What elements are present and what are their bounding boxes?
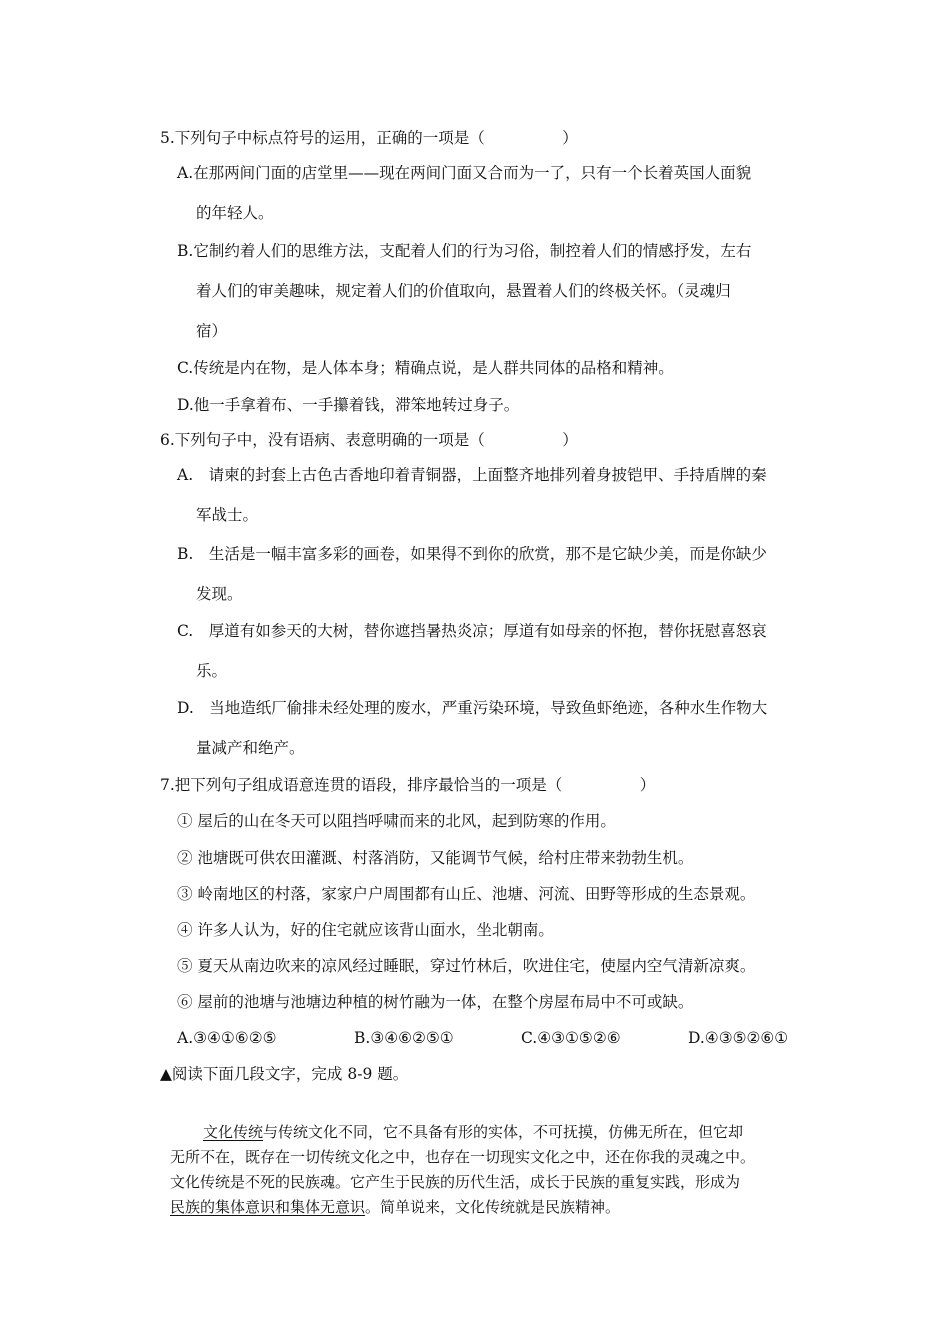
reading-paragraph-line2: 无所不在，既存在一切传统文化之中，也存在一切现实文化之中，还在你我的灵魂之中。 <box>170 1148 756 1166</box>
reading-instruction: ▲阅读下面几段文字，完成 8-9 题。 <box>160 1065 409 1083</box>
reading-paragraph-line3: 文化传统是不死的民族魂。它产生于民族的历代生活，成长于民族的重复实践，形成为 <box>170 1173 741 1191</box>
question-5-option-d: D.他一手拿着布、一手攥着钱，滞笨地转过身子。 <box>177 396 520 414</box>
underlined-term-culture-tradition: 文化传统 <box>203 1123 264 1141</box>
question-5-option-a-line2: 的年轻人。 <box>196 204 274 222</box>
question-5-option-b-line3: 宿） <box>196 322 228 340</box>
question-7-sentence-4: ④ 许多人认为，好的住宅就应该背山面水，坐北朝南。 <box>177 921 554 939</box>
reading-paragraph-line1-rest: 与传统文化不同，它不具备有形的实体，不可抚摸，仿佛无所在，但它却 <box>263 1123 744 1141</box>
question-5-option-b-line2: 着人们的审美趣味，规定着人们的价值取向，悬置着人们的终极关怀。（灵魂归 <box>196 282 731 300</box>
question-7-sentence-3: ③ 岭南地区的村落，家家户户周围都有山丘、池塘、河流、田野等形成的生态景观。 <box>177 885 756 903</box>
question-6-option-a-line2: 军战士。 <box>196 506 259 524</box>
question-6-option-d-line1: D. 当地造纸厂偷排未经处理的废水，严重污染环境，导致鱼虾绝迹，各种水生作物大 <box>177 699 768 717</box>
question-5-stem: 5.下列句子中标点符号的运用，正确的一项是（ ） <box>160 129 578 147</box>
question-6-option-c-line2: 乐。 <box>196 662 228 680</box>
reading-paragraph-line4 <box>170 1197 620 1217</box>
reading-paragraph-line1 <box>203 1122 743 1142</box>
question-7-choice-b: B.③④⑥②⑤① <box>354 1029 454 1047</box>
question-7-sentence-5: ⑤ 夏天从南边吹来的凉风经过睡眠，穿过竹林后，吹进住宅，使屋内空气清新凉爽。 <box>177 957 756 975</box>
question-5-option-b-line1: B.它制约着人们的思维方法，支配着人们的行为习俗，制控着人们的情感抒发，左右 <box>177 242 752 260</box>
reading-paragraph-line4-rest: 。简单说来，文化传统就是民族精神。 <box>365 1198 621 1216</box>
question-6-option-c-line1: C. 厚道有如参天的大树，替你遮挡暑热炎凉；厚道有如母亲的怀抱，替你抚慰喜怒哀 <box>177 622 767 640</box>
question-7-choice-c: C.④③①⑤②⑥ <box>521 1029 621 1047</box>
question-7-choice-a: A.③④①⑥②⑤ <box>177 1029 277 1047</box>
question-7-choice-d: D.④③⑤②⑥① <box>688 1029 789 1047</box>
question-6-option-b-line1: B. 生活是一幅丰富多彩的画卷，如果得不到你的欣赏，那不是它缺少美，而是你缺少 <box>177 545 767 563</box>
question-7-sentence-6: ⑥ 屋前的池塘与池塘边种植的树竹融为一体，在整个房屋布局中不可或缺。 <box>177 993 694 1011</box>
question-7-sentence-2: ② 池塘既可供农田灌溉、村落消防，又能调节气候，给村庄带来勃勃生机。 <box>177 849 694 867</box>
question-6-option-b-line2: 发现。 <box>196 585 243 603</box>
question-6-option-d-line2: 量减产和绝产。 <box>196 739 305 757</box>
question-5-option-a-line1: A.在那两间门面的店堂里——现在两间门面又合而为一了，只有一个长着英国人面貌 <box>177 164 752 182</box>
question-7-stem: 7.把下列句子组成语意连贯的语段，排序最恰当的一项是（ ） <box>160 776 656 794</box>
question-7-sentence-1: ① 屋后的山在冬天可以阻挡呼啸而来的北风，起到防寒的作用。 <box>177 812 616 830</box>
question-6-stem: 6.下列句子中，没有语病、表意明确的一项是（ ） <box>160 431 578 449</box>
underlined-term-collective-consciousness: 民族的集体意识和集体无意识 <box>170 1198 366 1216</box>
question-5-option-c: C.传统是内在物，是人体本身；精确点说，是人群共同体的品格和精神。 <box>177 359 674 377</box>
question-6-option-a-line1: A. 请柬的封套上古色古香地印着青铜器，上面整齐地排列着身披铠甲、手持盾牌的秦 <box>177 466 767 484</box>
